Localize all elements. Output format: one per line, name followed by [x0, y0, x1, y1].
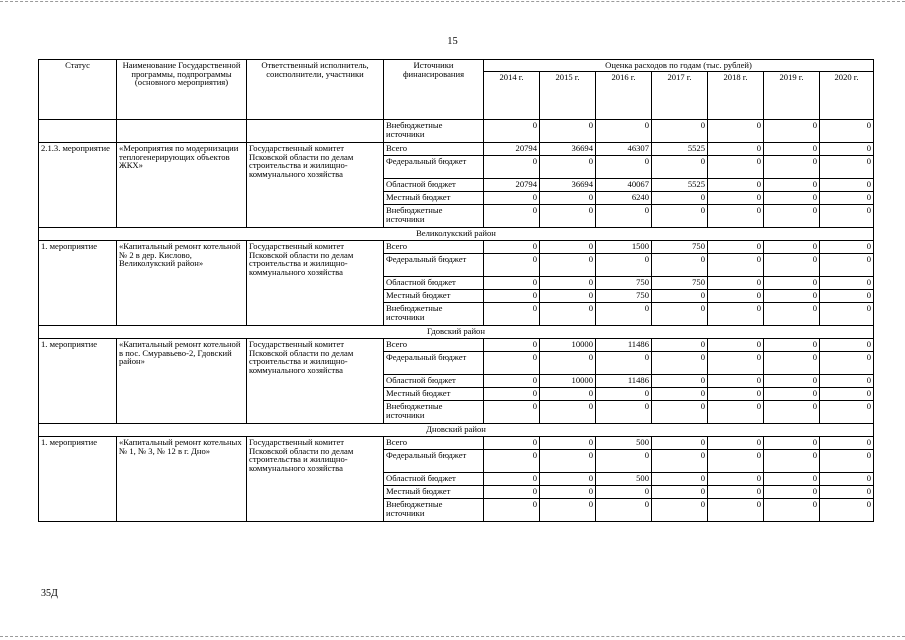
value-cell: 0 — [540, 303, 596, 326]
value-cell: 0 — [708, 486, 764, 499]
value-cell: 0 — [652, 303, 708, 326]
value-cell: 0 — [708, 388, 764, 401]
value-cell: 0 — [540, 388, 596, 401]
region-row — [39, 424, 874, 437]
value-cell: 0 — [596, 499, 652, 522]
source-cell: Местный бюджет — [384, 388, 484, 401]
source-cell: Областной бюджет — [384, 375, 484, 388]
value-cell: 0 — [820, 143, 874, 156]
value-cell: 0 — [764, 375, 820, 388]
value-cell: 0 — [652, 473, 708, 486]
value-cell: 0 — [820, 120, 874, 143]
value-cell: 750 — [652, 241, 708, 254]
value-cell: 0 — [764, 339, 820, 352]
value-cell: 0 — [764, 192, 820, 205]
value-cell: 0 — [484, 290, 540, 303]
value-cell: 0 — [652, 339, 708, 352]
value-cell: 0 — [708, 120, 764, 143]
value-cell: 0 — [484, 192, 540, 205]
value-cell: 0 — [708, 205, 764, 228]
value-cell: 0 — [708, 179, 764, 192]
region-title: Гдовский район — [39, 326, 874, 339]
program-cell: «Мероприятия по модернизации теплогенерирующих объектов ЖКХ» — [117, 143, 247, 228]
value-cell: 0 — [484, 339, 540, 352]
value-cell: 0 — [540, 241, 596, 254]
value-cell: 0 — [540, 352, 596, 375]
value-cell: 0 — [708, 473, 764, 486]
value-cell: 0 — [820, 254, 874, 277]
source-cell: Областной бюджет — [384, 179, 484, 192]
value-cell: 0 — [484, 388, 540, 401]
value-cell: 20794 — [484, 179, 540, 192]
source-cell: Внебюджетные источники — [384, 401, 484, 424]
source-cell: Внебюджетные источники — [384, 303, 484, 326]
value-cell: 10000 — [540, 375, 596, 388]
value-cell: 0 — [484, 120, 540, 143]
program-cell — [117, 120, 247, 143]
value-cell: 6240 — [596, 192, 652, 205]
header-year: 2015 г. — [540, 72, 596, 120]
source-cell: Всего — [384, 143, 484, 156]
header-year: 2016 г. — [596, 72, 652, 120]
value-cell: 0 — [540, 192, 596, 205]
value-cell: 0 — [652, 437, 708, 450]
value-cell: 0 — [652, 401, 708, 424]
executor-cell: Государственный комитет Псковской области по делам строительства и жилищно-коммунального хозяйства — [247, 143, 384, 228]
table-row — [39, 437, 874, 450]
value-cell: 0 — [820, 290, 874, 303]
value-cell: 0 — [596, 388, 652, 401]
value-cell: 0 — [652, 192, 708, 205]
value-cell: 0 — [764, 303, 820, 326]
value-cell: 0 — [596, 401, 652, 424]
value-cell: 0 — [764, 120, 820, 143]
value-cell: 1500 — [596, 241, 652, 254]
value-cell: 0 — [708, 143, 764, 156]
value-cell: 0 — [652, 450, 708, 473]
header-program: Наименование Государственной программы, подпрограммы (основного мероприятия) — [117, 60, 247, 120]
value-cell: 0 — [708, 156, 764, 179]
value-cell: 500 — [596, 437, 652, 450]
region-row — [39, 326, 874, 339]
value-cell: 0 — [652, 290, 708, 303]
header-estimate: Оценка расходов по годам (тыс. рублей) — [484, 60, 874, 72]
value-cell: 0 — [484, 473, 540, 486]
value-cell: 0 — [820, 352, 874, 375]
source-cell: Федеральный бюджет — [384, 352, 484, 375]
executor-cell — [247, 120, 384, 143]
source-cell: Местный бюджет — [384, 486, 484, 499]
value-cell: 0 — [820, 241, 874, 254]
value-cell: 0 — [596, 352, 652, 375]
source-cell: Всего — [384, 339, 484, 352]
value-cell: 0 — [652, 120, 708, 143]
value-cell: 0 — [596, 120, 652, 143]
scan-edge-top — [0, 1, 905, 2]
value-cell: 36694 — [540, 143, 596, 156]
value-cell: 750 — [596, 290, 652, 303]
value-cell: 0 — [764, 143, 820, 156]
value-cell: 5525 — [652, 179, 708, 192]
value-cell: 0 — [652, 254, 708, 277]
table-row — [39, 241, 874, 254]
value-cell: 0 — [708, 352, 764, 375]
value-cell: 500 — [596, 473, 652, 486]
value-cell: 0 — [820, 303, 874, 326]
table-body — [39, 120, 874, 522]
value-cell: 0 — [596, 205, 652, 228]
value-cell: 36694 — [540, 179, 596, 192]
value-cell: 0 — [652, 205, 708, 228]
value-cell: 0 — [708, 303, 764, 326]
program-cell: «Капитальный ремонт котельных № 1, № 3, № 12 в г. Дно» — [117, 437, 247, 522]
program-cell: «Капитальный ремонт котельной № 2 в дер. Кислово, Великолукский район» — [117, 241, 247, 326]
source-cell: Внебюджетные источники — [384, 499, 484, 522]
value-cell: 0 — [820, 450, 874, 473]
value-cell: 0 — [764, 205, 820, 228]
source-cell: Федеральный бюджет — [384, 450, 484, 473]
value-cell: 0 — [820, 473, 874, 486]
region-row — [39, 228, 874, 241]
value-cell: 0 — [484, 352, 540, 375]
value-cell: 0 — [764, 290, 820, 303]
source-cell: Внебюджетные источники — [384, 120, 484, 143]
value-cell: 0 — [820, 339, 874, 352]
value-cell: 0 — [484, 303, 540, 326]
value-cell: 0 — [484, 254, 540, 277]
value-cell: 0 — [484, 437, 540, 450]
value-cell: 0 — [484, 375, 540, 388]
value-cell: 0 — [652, 499, 708, 522]
value-cell: 0 — [708, 277, 764, 290]
value-cell: 5525 — [652, 143, 708, 156]
value-cell: 0 — [540, 290, 596, 303]
value-cell: 0 — [764, 473, 820, 486]
value-cell: 0 — [652, 375, 708, 388]
source-cell: Всего — [384, 241, 484, 254]
value-cell: 40067 — [596, 179, 652, 192]
value-cell: 0 — [820, 205, 874, 228]
value-cell: 0 — [708, 241, 764, 254]
value-cell: 0 — [596, 156, 652, 179]
table-row — [39, 120, 874, 143]
source-cell: Федеральный бюджет — [384, 156, 484, 179]
header-year: 2020 г. — [820, 72, 874, 120]
value-cell: 0 — [484, 450, 540, 473]
source-cell: Областной бюджет — [384, 277, 484, 290]
value-cell: 46307 — [596, 143, 652, 156]
value-cell: 0 — [708, 499, 764, 522]
table-row — [39, 339, 874, 352]
value-cell: 0 — [820, 156, 874, 179]
value-cell: 0 — [652, 388, 708, 401]
value-cell: 0 — [708, 192, 764, 205]
source-cell: Внебюджетные источники — [384, 205, 484, 228]
value-cell: 0 — [484, 499, 540, 522]
value-cell: 0 — [764, 277, 820, 290]
value-cell: 0 — [764, 401, 820, 424]
budget-table — [38, 59, 874, 522]
value-cell: 0 — [764, 156, 820, 179]
table-row — [39, 143, 874, 156]
value-cell: 0 — [820, 192, 874, 205]
region-title: Великолукский район — [39, 228, 874, 241]
value-cell: 0 — [764, 486, 820, 499]
value-cell: 750 — [652, 277, 708, 290]
value-cell: 0 — [484, 277, 540, 290]
source-cell: Всего — [384, 437, 484, 450]
status-cell: 2.1.3. мероприятие — [39, 143, 117, 228]
value-cell: 11486 — [596, 375, 652, 388]
status-cell: 1. мероприятие — [39, 339, 117, 424]
value-cell: 0 — [540, 473, 596, 486]
executor-cell: Государственный комитет Псковской области по делам строительства и жилищно-коммунального хозяйства — [247, 339, 384, 424]
value-cell: 0 — [820, 401, 874, 424]
value-cell: 0 — [764, 499, 820, 522]
value-cell: 0 — [652, 352, 708, 375]
value-cell: 0 — [764, 241, 820, 254]
value-cell: 0 — [708, 450, 764, 473]
value-cell: 0 — [540, 277, 596, 290]
value-cell: 0 — [652, 486, 708, 499]
status-cell: 1. мероприятие — [39, 437, 117, 522]
value-cell: 0 — [484, 156, 540, 179]
header-sources: Источники финансирования — [384, 60, 484, 120]
value-cell: 0 — [484, 241, 540, 254]
value-cell: 20794 — [484, 143, 540, 156]
header-executor: Ответственный исполнитель, соисполнители, участники — [247, 60, 384, 120]
value-cell: 750 — [596, 277, 652, 290]
value-cell: 0 — [540, 205, 596, 228]
header-year: 2019 г. — [764, 72, 820, 120]
source-cell: Местный бюджет — [384, 290, 484, 303]
scan-edge-bottom — [0, 636, 905, 637]
value-cell: 0 — [652, 156, 708, 179]
value-cell: 0 — [820, 437, 874, 450]
value-cell: 0 — [540, 254, 596, 277]
value-cell: 0 — [484, 401, 540, 424]
source-cell: Местный бюджет — [384, 192, 484, 205]
page-number: 15 — [447, 36, 458, 47]
value-cell: 0 — [596, 303, 652, 326]
status-cell — [39, 120, 117, 143]
value-cell: 0 — [484, 205, 540, 228]
value-cell: 0 — [820, 375, 874, 388]
value-cell: 11486 — [596, 339, 652, 352]
value-cell: 0 — [540, 450, 596, 473]
value-cell: 0 — [540, 486, 596, 499]
value-cell: 0 — [708, 290, 764, 303]
value-cell: 0 — [820, 179, 874, 192]
value-cell: 0 — [820, 486, 874, 499]
value-cell: 0 — [764, 437, 820, 450]
value-cell: 0 — [708, 401, 764, 424]
value-cell: 0 — [764, 254, 820, 277]
page-code: 35Д — [41, 588, 58, 599]
header-status: Статус — [39, 60, 117, 120]
value-cell: 0 — [540, 120, 596, 143]
program-cell: «Капитальный ремонт котельной в пос. Смуравьево-2, Гдовский район» — [117, 339, 247, 424]
value-cell: 0 — [820, 277, 874, 290]
header-year: 2014 г. — [484, 72, 540, 120]
value-cell: 0 — [540, 437, 596, 450]
value-cell: 0 — [596, 254, 652, 277]
value-cell: 0 — [540, 499, 596, 522]
value-cell: 0 — [764, 352, 820, 375]
value-cell: 0 — [820, 499, 874, 522]
region-title: Дновский район — [39, 424, 874, 437]
value-cell: 0 — [596, 486, 652, 499]
value-cell: 0 — [708, 375, 764, 388]
value-cell: 0 — [540, 156, 596, 179]
value-cell: 0 — [540, 401, 596, 424]
executor-cell: Государственный комитет Псковской области по делам строительства и жилищно-коммунального хозяйства — [247, 437, 384, 522]
status-cell: 1. мероприятие — [39, 241, 117, 326]
value-cell: 0 — [764, 388, 820, 401]
value-cell: 0 — [484, 486, 540, 499]
header-year: 2017 г. — [652, 72, 708, 120]
executor-cell: Государственный комитет Псковской области по делам строительства и жилищно-коммунального хозяйства — [247, 241, 384, 326]
value-cell: 0 — [596, 450, 652, 473]
value-cell: 0 — [708, 437, 764, 450]
value-cell: 0 — [708, 339, 764, 352]
value-cell: 0 — [764, 179, 820, 192]
value-cell: 10000 — [540, 339, 596, 352]
value-cell: 0 — [764, 450, 820, 473]
header-year: 2018 г. — [708, 72, 764, 120]
value-cell: 0 — [820, 388, 874, 401]
source-cell: Областной бюджет — [384, 473, 484, 486]
source-cell: Федеральный бюджет — [384, 254, 484, 277]
value-cell: 0 — [708, 254, 764, 277]
